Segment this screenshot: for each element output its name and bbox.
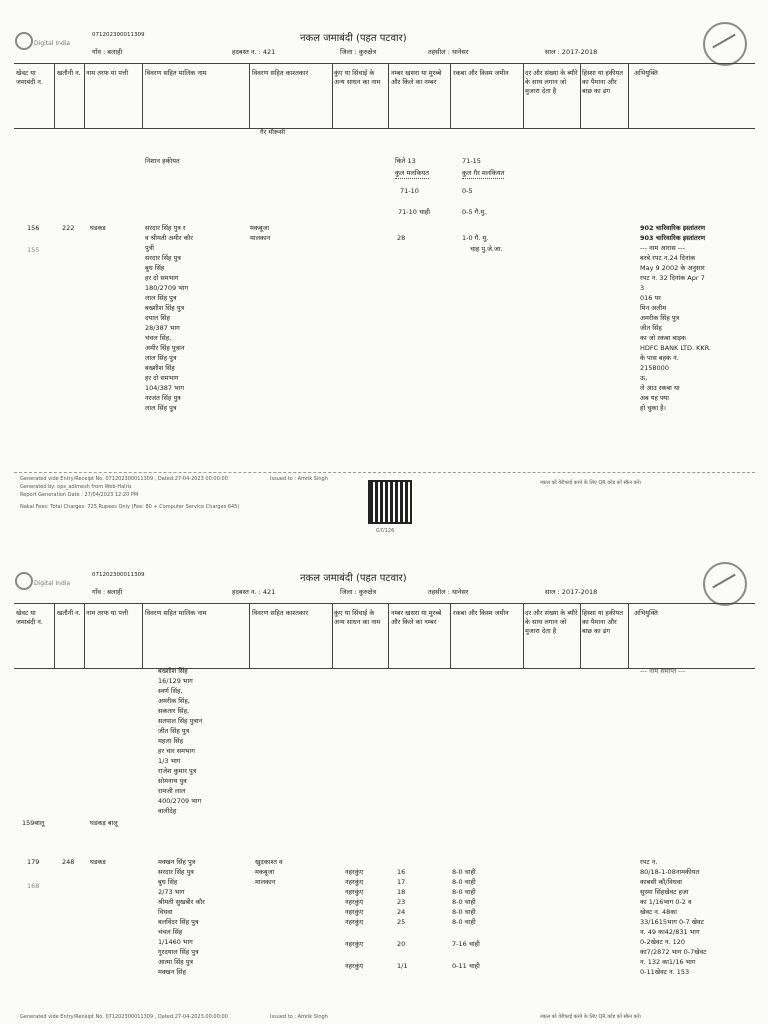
kastkar-line: मकबूजा: [255, 868, 275, 876]
khasra-row: नहरकुंए 17 8-0 चाही: [345, 878, 476, 886]
issued-to: Issued to : Amrik Singh: [270, 476, 328, 482]
khasra-row: नहरकुंए 25 8-0 चाही: [345, 918, 476, 926]
owners-list: [158, 666, 258, 816]
owner-line: बुध सिंह: [145, 264, 165, 272]
owner-line: सरदार सिंह पुत्र: [145, 254, 181, 262]
khewat-sub: 168: [27, 882, 40, 890]
footer-entry: Generated vide Entry/Receipt No. 071202300011309 , Dated:27-04-2023 00:00:00: [20, 476, 228, 482]
owner-line: 28/387 भाग: [145, 324, 180, 332]
khasra-row: नहरकुंए 16 8-0 चाही: [345, 868, 476, 876]
remarks-list: [640, 223, 755, 413]
page-number: G7/126: [376, 528, 395, 534]
value-3: 0-5: [462, 187, 473, 195]
owner-line: हर चार समभाग: [158, 747, 195, 755]
digital-india-logo: [14, 30, 71, 52]
remark-line: ले आउ रकबा था: [640, 384, 680, 392]
remark-line: 902 चारिवारिक इस्तांतरण: [640, 224, 706, 232]
district: जिला : कुरुक्षेत्र: [340, 588, 377, 596]
page-title: नकल जमाबंदी (पहत पटवार): [300, 33, 407, 44]
kul-gair: कुल गैर मलकियत: [462, 169, 505, 177]
kastkar-line: खुदकाश्त व: [255, 858, 283, 866]
remark-line: खेवट न. 48का: [640, 908, 677, 916]
remark-line: 3: [640, 284, 645, 292]
header-cell: खतौनी न.: [57, 69, 81, 77]
hadbast: हदबस्त न. : 421: [232, 48, 276, 56]
seal-icon: [703, 22, 747, 66]
remark-line: का 1/16भाग 0-2 व: [640, 898, 692, 906]
owner-line: 104/387 भाग: [145, 384, 184, 392]
owner-line: आत्मा सिंह पुत्र: [158, 958, 193, 966]
remark-line: का जो रकबा बाइक: [640, 334, 687, 342]
tehsil: तहसील : थानेसर: [428, 48, 469, 56]
owner-line: लाल सिंह पुत्र: [145, 354, 177, 362]
digital-india-logo: [14, 570, 71, 592]
header-cell: दर और संख्या के ब्यौरे के साथ लगान जो मुजारा देता है: [525, 69, 578, 95]
owner-line: 180/2709 भाग: [145, 284, 189, 292]
page-2: [0, 540, 768, 1024]
kul-malkiyat: कुल मलकियत: [395, 169, 429, 177]
row-taraf: घडकड़ बालू: [90, 819, 118, 827]
doc-number: 071202300011309: [92, 572, 145, 578]
remark-line: ऊ,: [640, 374, 648, 382]
kastkar2-list: [255, 857, 283, 887]
tehsil: तहसील : थानेसर: [428, 588, 469, 596]
owner-line: लाल सिंह पुत्र: [145, 404, 177, 412]
hadbast: हदबस्त न. : 421: [232, 588, 276, 596]
remark-line: सुरमा सिंहखेवट हजा: [640, 888, 689, 896]
owner-line: सकतार सिंह,: [158, 707, 190, 715]
khatoni-number: 248: [62, 858, 75, 866]
khasra-row: नहरकुंए 24 8-0 चाही: [345, 908, 476, 916]
owner-line: 2/73 भाग: [158, 888, 185, 896]
rakba-2: चाह पु.जे.जा.: [470, 245, 503, 253]
qr-note: नकल को वेरीफाई करने के लिए QR कोड को स्कैन करें।: [540, 480, 642, 486]
value-5: 0-5 गै.मु.: [462, 208, 487, 216]
owner-line: व श्रीमती अमीर कौर: [145, 234, 193, 242]
doc-number: 071202300011309: [92, 32, 145, 38]
nishan-hakiyat: निशान हकीयत: [145, 157, 180, 165]
year: साल : 2017-2018: [545, 48, 598, 56]
remark-line: के पास बहक नं.: [640, 354, 679, 362]
remark-line: न. 49 का42/831 भाग: [640, 928, 700, 936]
owners-list: [145, 223, 245, 413]
district: जिला : कुरुक्षेत्र: [340, 48, 377, 56]
header-cell: नाम तरफ या पत्ती: [86, 609, 129, 617]
taraf: घडकड: [90, 858, 106, 866]
owner-line: चंचल सिंह,: [145, 334, 172, 342]
owner-line: सरदार सिंह पुत्र र: [145, 224, 186, 232]
owner-line: श्रीमती सुखबीर कौर: [158, 898, 205, 906]
header-cell: हिस्सा या हकीयत का पैमाना और बाछ का ढंग: [582, 609, 623, 635]
seal-icon: [703, 562, 747, 606]
header-cell: कुंए या सिंचाई के अन्य साधन का नाम: [334, 69, 381, 86]
header-cell: विवरण सहित काश्तकार: [252, 69, 309, 77]
kastkar-line: मालकान: [250, 234, 271, 242]
owners2-list: [158, 857, 258, 977]
header-cell: कुंए या सिंचाई के अन्य साधन का नाम: [334, 609, 381, 626]
owner-line: महला सिंह: [158, 737, 184, 745]
khasra-row: नहरकुंए 1/1 0-11 चाही: [345, 962, 480, 970]
khasra-row: नहरकुंए 18 8-0 चाही: [345, 888, 476, 896]
remark-line: अमरीक सिंह पुत्र: [640, 314, 680, 322]
owner-line: चंचल सिंह: [158, 928, 183, 936]
kastkar-line: मकबूजा: [250, 224, 270, 232]
owner-line: बख्शीश सिंह पुत्र: [145, 304, 185, 312]
header-cell: विवरण सहित मालिक नाम: [145, 609, 207, 617]
khasra-number: 28: [397, 234, 406, 242]
remark-line: जीत सिंह: [640, 324, 662, 332]
remark-line: रपट न. 32 दिनांक Apr 7: [640, 274, 705, 282]
remark-line: अब यह फ्या: [640, 394, 669, 402]
header-cell: खेवट या जमाबंदी न.: [16, 609, 43, 626]
owner-line: सरदार सिंह पुत्र: [158, 868, 194, 876]
header-cell: अभियुक्ति: [634, 69, 658, 77]
khasra-row: नहरकुंए 20 7-16 चाही: [345, 940, 480, 948]
remark-line: रपट न.: [640, 858, 658, 866]
remark-line: का7/2872 भाग 0-7खेवट: [640, 948, 707, 956]
owner-line: राजेश कुमार पुत्र: [158, 767, 197, 775]
khewat-number: 179: [27, 858, 40, 866]
owner-line: गुरदयाल सिंह पुत्र: [158, 948, 199, 956]
table-header: [14, 603, 755, 669]
owner-line: मक्खन सिंह पुत्र: [158, 858, 196, 866]
header-cell: रकबा और किस्म जमीन: [453, 69, 509, 77]
remark-line: 80/18-1-08नामकीयत: [640, 868, 700, 876]
khewat-number: 156: [27, 224, 40, 232]
remark-line: May 9 2002 के अनुसार: [640, 264, 705, 272]
footer-entry: Generated vide Entry/Receipt No. 071202300011309 , Dated:27-04-2023 00:00:00: [20, 1014, 228, 1020]
header-cell: दर और संख्या के ब्यौरे के साथ लगान जो मुजारा देता है: [525, 609, 578, 635]
owner-line: बुध सिंह: [158, 878, 178, 886]
khewat-sub: 155: [27, 246, 40, 254]
owner-line: 400/2709 भाग: [158, 797, 202, 805]
footer-fees: Nakal Fees: Total Charges: 725 Rupees Only (Fee: 80 + Computer Service Charges 645): [20, 504, 240, 510]
owner-line: अमीर सिंह पुत्रान: [145, 344, 185, 352]
remark-line: 0-11खेवट न. 153: [640, 968, 690, 976]
kastkar-line: मालकान: [255, 878, 276, 886]
owner-line: नरजंत सिंह पुत्र: [145, 394, 181, 402]
remark-line: 2158000: [640, 364, 669, 372]
village: गाँव : बलाही: [92, 48, 123, 56]
value-1: 71-15: [462, 157, 481, 165]
taraf: घडकड: [90, 224, 106, 232]
remark-line: --- नाम आरास ---: [640, 244, 685, 252]
kita: किते 13: [395, 157, 416, 165]
rakba: 1-0 गै. मु.: [462, 234, 489, 242]
issued-to: Issued to : Amrik Singh: [270, 1014, 328, 1020]
header-cell: विवरण सहित मालिक नाम: [145, 69, 207, 77]
remark-line: 0-2खेवट न. 120: [640, 938, 686, 946]
header-cell: हिस्सा या हकीयत का पैमाना और बाछ का ढंग: [582, 69, 623, 95]
svg-text:Digital India: Digital India: [34, 40, 71, 47]
khasra-rows: [345, 867, 515, 971]
remark-line: हो चुका है।: [640, 404, 666, 412]
owner-line: सोमनाथ पुत्र: [158, 777, 187, 785]
remark-line: काबसी कौ/विधवा: [640, 878, 682, 886]
svg-text:Digital India: Digital India: [34, 580, 71, 587]
header-cell: नम्बर खसरा या मुरब्बे और किले का नम्बर: [391, 609, 442, 626]
footer-generated-by: Generated by: ops_adimesh from Web-Halris: [20, 484, 132, 490]
owner-line: पुत्री: [145, 244, 154, 252]
owner-line: रामजी लाल: [158, 787, 186, 795]
remark-line: 903 चारिवारिक इस्तांतरण: [640, 234, 706, 242]
remarks2-list: [640, 857, 755, 977]
qr-code-icon[interactable]: [368, 480, 412, 524]
village: गाँव : बलाही: [92, 588, 123, 596]
year: साल : 2017-2018: [545, 588, 598, 596]
owner-line: बख्शीश सिंह: [145, 364, 175, 372]
owner-line: 1/3 भाग: [158, 757, 181, 765]
remark-line: न. 132 का1/16 भाग: [640, 958, 696, 966]
owner-line: हर दो समभाग: [145, 374, 179, 382]
khasra-row: नहरकुंए 23 8-0 चाही: [345, 898, 476, 906]
remark-line: 016 पर: [640, 294, 661, 302]
header-cell: नाम तरफ या पत्ती: [86, 69, 129, 77]
owner-line: अमरीक सिंह,: [158, 697, 190, 705]
row-label: 159बालू: [22, 819, 45, 827]
khatoni-number: 222: [62, 224, 75, 232]
owner-line: बख्शीश सिंह: [158, 667, 188, 675]
remark-line: बरबे रपट न.24 दिनांक: [640, 254, 696, 262]
page-title: नकल जमाबंदी (पहत पटवार): [300, 573, 407, 584]
owner-line: जीत सिंह पुत्र: [158, 727, 190, 735]
owner-line: विधवा: [158, 908, 173, 916]
owner-line: बलविंदर सिंह पुत्र: [158, 918, 199, 926]
owner-line: मक्खन सिंह: [158, 968, 186, 976]
table-header: [14, 63, 755, 129]
header-cell: नम्बर खसरा या मुरब्बे और किले का नम्बर: [391, 69, 442, 86]
owner-line: दयाल सिंह: [145, 314, 170, 322]
header-cell: खतौनी न.: [57, 609, 81, 617]
header-cell: अभियुक्ति: [634, 609, 658, 617]
header-cell: खेवट या जमाबंदी न.: [16, 69, 43, 86]
gair-mourusi: गैर मौरूसी: [260, 128, 286, 136]
footer-date: Report Generation Date : 27/04/2023 12:20 PM: [20, 492, 139, 498]
remark-line: HDFC BANK LTD. KKR.: [640, 344, 712, 352]
owner-line: स्वर्ण सिंह,: [158, 687, 183, 695]
remark-top: --- नाम समाप्त ---: [640, 667, 686, 675]
owner-line: वालीदेह: [158, 807, 177, 815]
qr-note: नकल को वेरीफाई करने के लिए QR कोड को स्कैन करें।: [540, 1014, 642, 1020]
owner-line: हर दो समभाग: [145, 274, 179, 282]
owner-line: 16/129 भाग: [158, 677, 193, 685]
remark-line: 33/1615भाग 0-7 खेवट: [640, 918, 704, 926]
header-cell: विवरण सहित काश्तकार: [252, 609, 309, 617]
header-cell: रकबा और किस्म जमीन: [453, 609, 509, 617]
value-4: 71-10 चाही: [398, 208, 430, 216]
owner-line: 1/1460 भाग: [158, 938, 193, 946]
owner-line: लाल सिंह पुत्र: [145, 294, 177, 302]
value-2: 71-10: [400, 187, 419, 195]
remark-line: मिन अलीम: [640, 304, 667, 312]
owner-line: सतपाल सिंह पुत्रान: [158, 717, 203, 725]
